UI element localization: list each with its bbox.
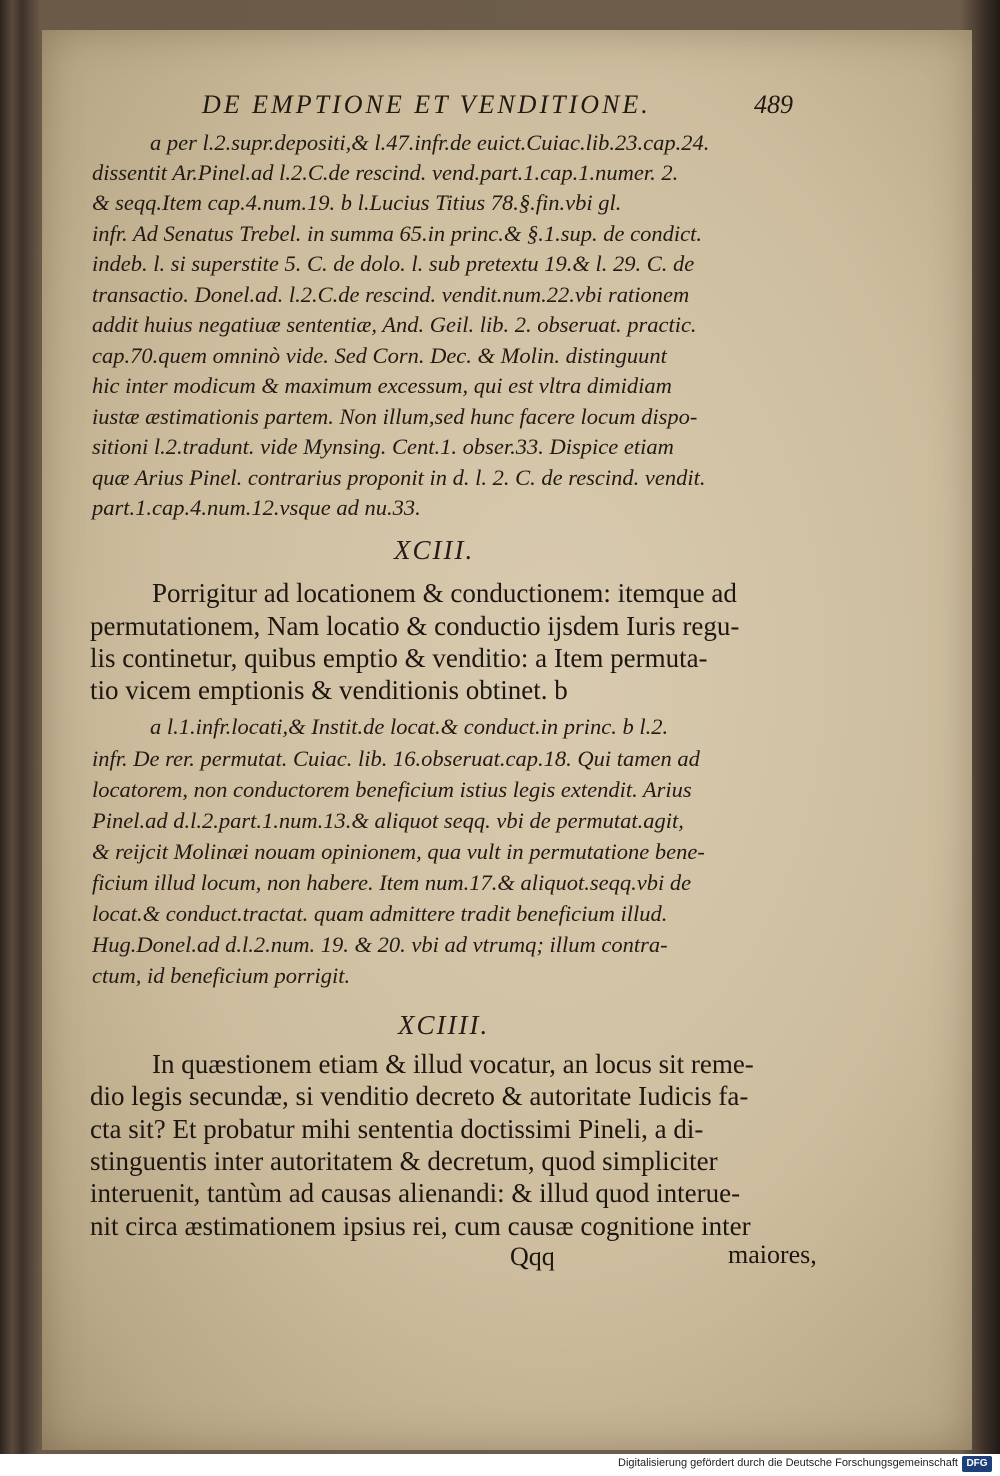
catchword: maiores,	[728, 1240, 817, 1269]
body-line: stinguentis inter autoritatem & decretum, quod simpliciter	[90, 1146, 718, 1176]
note-line: iustæ æstimationis partem. Non illum,sed hunc facere locum dispo-	[92, 404, 698, 429]
body-line: permutationem, Nam locatio & conductio ijsdem Iuris regu-	[90, 611, 740, 641]
running-head: DE EMPTIONE ET VENDITIONE.	[202, 90, 651, 119]
funding-notice: Digitalisierung gefördert durch die Deutsche Forschungsgemeinschaft	[618, 1457, 958, 1469]
note-line: Pinel.ad d.l.2.part.1.num.13.& aliquot seqq. vbi de permutat.agit,	[92, 808, 684, 833]
note-line: ctum, id beneficium porrigit.	[92, 963, 351, 988]
signature-mark: Qqq	[510, 1242, 555, 1271]
note-line: hic inter modicum & maximum excessum, qui est vltra dimidiam	[92, 373, 672, 398]
book-page	[42, 30, 972, 1450]
note-line: locat.& conduct.tractat. quam admittere tradit beneficium illud.	[92, 901, 668, 926]
note-line: indeb. l. si superstite 5. C. de dolo. l. sub pretextu 19.& l. 29. C. de	[92, 251, 695, 276]
note-line: quæ Arius Pinel. contrarius proponit in d. l. 2. C. de rescind. vendit.	[92, 465, 706, 490]
body-line: nit circa æstimationem ipsius rei, cum causæ cognitione inter	[90, 1211, 751, 1241]
note-line: dissentit Ar.Pinel.ad l.2.C.de rescind. vend.part.1.cap.1.numer. 2.	[92, 160, 679, 185]
note-line: ficium illud locum, non habere. Item num.17.& aliquot.seqq.vbi de	[92, 870, 692, 895]
note-line: Hug.Donel.ad d.l.2.num. 19. & 20. vbi ad vtrumq; illum contra-	[92, 932, 668, 957]
body-line: lis continetur, quibus emptio & venditio: a Item permuta-	[90, 643, 708, 673]
note-line: a per l.2.supr.depositi,& l.47.infr.de euict.Cuiac.lib.23.cap.24.	[150, 130, 710, 155]
note-line: a l.1.infr.locati,& Instit.de locat.& conduct.in princ. b l.2.	[150, 714, 669, 739]
note-line: addit huius negatiuæ sententiæ, And. Geil. lib. 2. obseruat. practic.	[92, 312, 697, 337]
section-heading: XCIII.	[394, 535, 475, 565]
note-line: locatorem, non conductorem beneficium istius legis extendit. Arius	[92, 777, 692, 802]
body-line: tio vicem emptionis & venditionis obtinet. b	[90, 675, 568, 705]
body-line: cta sit? Et probatur mihi sententia doctissimi Pineli, a di-	[90, 1114, 704, 1144]
body-line: dio legis secundæ, si venditio decreto & autoritate Iudicis fa-	[90, 1081, 749, 1111]
note-line: infr. De rer. permutat. Cuiac. lib. 16.obseruat.cap.18. Qui tamen ad	[92, 746, 700, 771]
note-line: & seqq.Item cap.4.num.19. b l.Lucius Titius 78.§.fin.vbi gl.	[92, 190, 622, 215]
body-line: Porrigitur ad locationem & conductionem: itemque ad	[152, 578, 737, 608]
body-line: interuenit, tantùm ad causas alienandi: & illud quod interue-	[90, 1178, 741, 1208]
dfg-logo-icon: DFG	[962, 1456, 992, 1472]
note-line: sitioni l.2.tradunt. vide Mynsing. Cent.1. obser.33. Dispice etiam	[92, 434, 674, 459]
note-line: infr. Ad Senatus Trebel. in summa 65.in princ.& §.1.sup. de condict.	[92, 221, 702, 246]
note-line: & reijcit Molinæi nouam opinionem, qua vult in permutatione bene-	[92, 839, 705, 864]
digitization-footer	[0, 1454, 1000, 1476]
section-heading: XCIIII.	[398, 1010, 490, 1040]
body-line: In quæstionem etiam & illud vocatur, an locus sit reme-	[152, 1049, 754, 1079]
note-line: cap.70.quem omninò vide. Sed Corn. Dec. & Molin. distinguunt	[92, 343, 667, 368]
note-line: part.1.cap.4.num.12.vsque ad nu.33.	[92, 495, 421, 520]
note-line: transactio. Donel.ad. l.2.C.de rescind. vendit.num.22.vbi rationem	[92, 282, 690, 307]
page-number: 489	[754, 90, 793, 119]
